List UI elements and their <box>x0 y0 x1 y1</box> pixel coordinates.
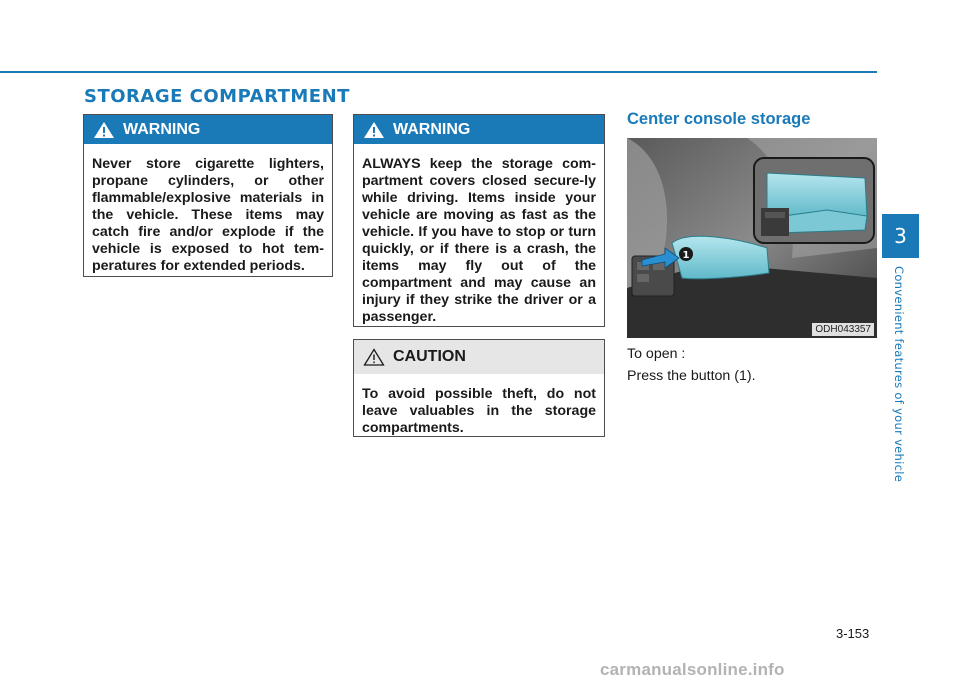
center-console-figure <box>627 138 877 338</box>
warning-header <box>354 115 604 144</box>
caution-header <box>354 340 604 374</box>
warning-heading: WARNING <box>123 120 201 138</box>
top-rule <box>0 71 877 73</box>
caution-triangle-icon <box>363 348 385 366</box>
open-label: To open : <box>627 346 686 362</box>
warning-header <box>84 115 332 144</box>
chapter-title: Convenient features of your vehicle <box>892 266 906 483</box>
caution-heading: CAUTION <box>393 348 466 365</box>
warning-text: ALWAYS keep the storage com-partment covers closed secure-ly while driving. Items inside your vehicle are moving as fast as the vehicle. If you have to stop or turn quickly, or if there is a crash, the items may fly out of the compartment and may cause an injury if they strike the driver or a passenger. <box>362 156 596 325</box>
page-number: 3-153 <box>836 626 870 641</box>
caution-text: To avoid possible theft, do not leave valuables in the storage compartments. <box>362 386 596 436</box>
figure-code: ODH043357 <box>812 323 874 336</box>
section-title: STORAGE COMPARTMENT <box>84 86 350 107</box>
console-illustration <box>627 138 877 338</box>
warning-box-covers <box>353 114 605 327</box>
open-instruction: Press the button (1). <box>627 368 756 384</box>
warning-triangle-icon <box>93 121 115 139</box>
chapter-tab: 3 <box>882 214 919 258</box>
warning-text: Never store cigarette lighters, propane cylinders, or other flammable/explosive materials in the vehicle. These items may catch fire and/or explode if the vehicle is exposed to hot tem-peratures for extended periods. <box>92 156 324 274</box>
warning-heading: WARNING <box>393 120 471 138</box>
warning-triangle-icon <box>363 121 385 139</box>
warning-box-flammables <box>83 114 333 277</box>
callout-number: 1 <box>682 250 690 261</box>
center-console-heading: Center console storage <box>627 110 811 128</box>
watermark: carmanualsonline.info <box>600 660 785 679</box>
caution-box <box>353 339 605 437</box>
